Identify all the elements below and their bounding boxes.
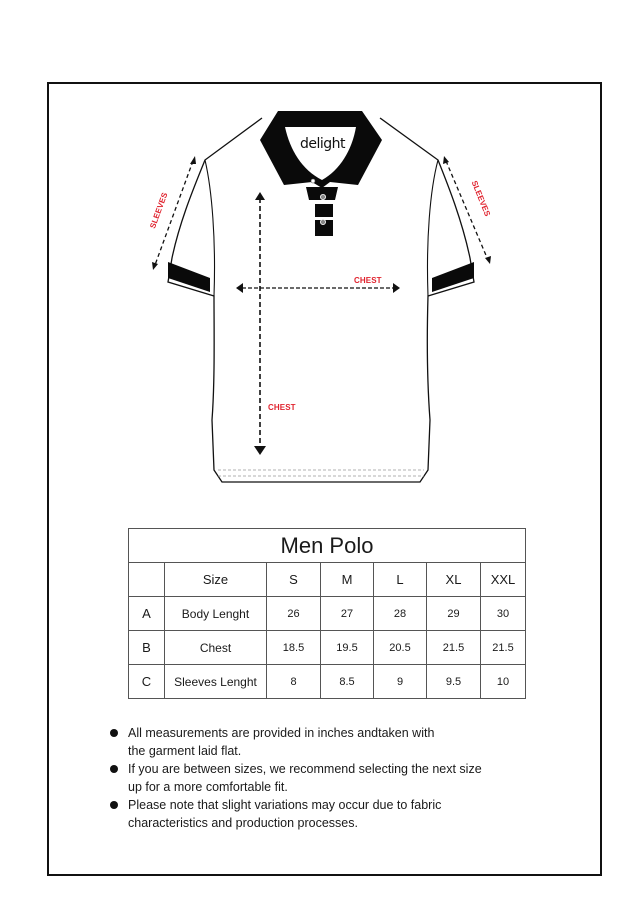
table-row xyxy=(129,665,526,699)
table-title-row xyxy=(129,529,526,563)
bullet-icon xyxy=(110,765,118,773)
header-size-xl: XL xyxy=(427,563,481,597)
header-size-l: L xyxy=(374,563,427,597)
sleeve-left-label: SLEEVES xyxy=(148,191,170,230)
row-key: A xyxy=(129,597,165,631)
note-line: up for a more comfortable fit. xyxy=(128,780,288,794)
bullet-icon xyxy=(110,801,118,809)
size-chart-table xyxy=(128,528,526,699)
row-label: Sleeves Lenght xyxy=(165,665,267,699)
header-empty-cell xyxy=(129,563,165,597)
cell-value: 27 xyxy=(321,597,374,631)
cell-value: 21.5 xyxy=(481,631,526,665)
row-label: Body Lenght xyxy=(165,597,267,631)
row-label: Chest xyxy=(165,631,267,665)
table-header-row xyxy=(129,563,526,597)
cell-value: 18.5 xyxy=(267,631,321,665)
note-line: characteristics and production processes. xyxy=(128,816,358,830)
cell-value: 10 xyxy=(481,665,526,699)
cell-value: 19.5 xyxy=(321,631,374,665)
chest-horizontal-label: CHEST xyxy=(354,276,382,285)
brand-logo: delight xyxy=(300,136,346,152)
cell-value: 30 xyxy=(481,597,526,631)
row-key: B xyxy=(129,631,165,665)
header-size-s: S xyxy=(267,563,321,597)
cell-value: 28 xyxy=(374,597,427,631)
header-size-xxl: XXL xyxy=(481,563,526,597)
notes-list xyxy=(110,724,530,832)
table-title: Men Polo xyxy=(129,529,526,563)
list-item xyxy=(110,760,530,796)
table-row xyxy=(129,597,526,631)
cell-value: 20.5 xyxy=(374,631,427,665)
cell-value: 8 xyxy=(267,665,321,699)
sleeve-right-label: SLEEVES xyxy=(469,179,493,218)
note-line: All measurements are provided in inches andtaken with xyxy=(128,726,435,740)
note-line: Please note that slight variations may occur due to fabric xyxy=(128,798,442,812)
table-row xyxy=(129,631,526,665)
row-key: C xyxy=(129,665,165,699)
cell-value: 9.5 xyxy=(427,665,481,699)
header-size-m: M xyxy=(321,563,374,597)
cell-value: 21.5 xyxy=(427,631,481,665)
note-line: If you are between sizes, we recommend selecting the next size xyxy=(128,762,482,776)
list-item xyxy=(110,796,530,832)
list-item xyxy=(110,724,530,760)
cell-value: 8.5 xyxy=(321,665,374,699)
note-line: the garment laid flat. xyxy=(128,744,242,758)
header-size-label: Size xyxy=(165,563,267,597)
cell-value: 29 xyxy=(427,597,481,631)
cell-value: 26 xyxy=(267,597,321,631)
cell-value: 9 xyxy=(374,665,427,699)
bullet-icon xyxy=(110,729,118,737)
chest-vertical-label: CHEST xyxy=(268,403,296,412)
